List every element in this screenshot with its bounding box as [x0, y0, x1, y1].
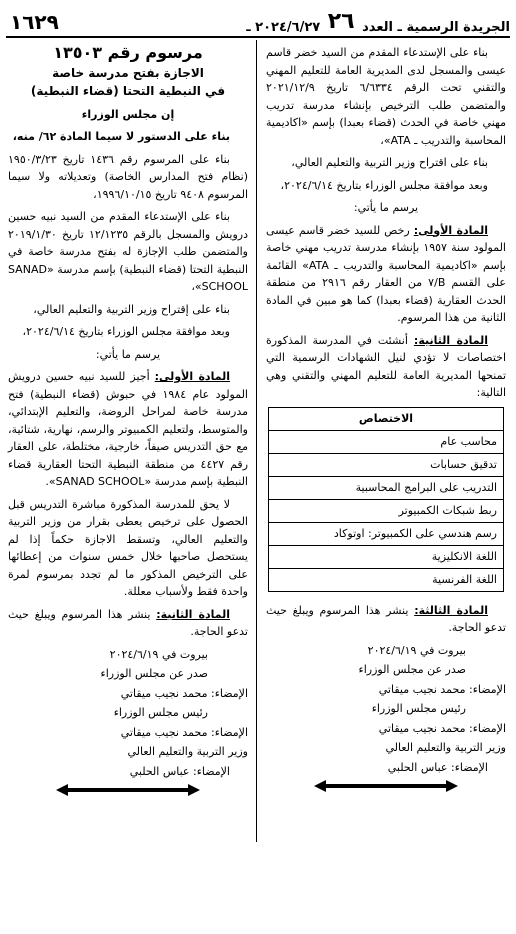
table-row: محاسب عام: [269, 430, 504, 453]
right-article-3: [266, 602, 506, 637]
article-text: ينشر هذا المرسوم ويبلغ حيث تدعو الحاجة.: [266, 603, 506, 634]
left-proposal: بناء على إقتراح وزير التربية والتعليم العالي،: [33, 302, 230, 316]
decree-title: مرسوم رقم ١٣٥٠٣: [53, 43, 203, 62]
article-label: المادة الثانية:: [156, 607, 230, 621]
article-text: أنشئت في المدرسة المذكورة اختصاصات لا تؤدي لنيل الشهادات الرسمية التي تمنحها المديرية العامة للتعليم المهني والتقني وهي التالية:: [266, 333, 506, 399]
council-heading: إن مجلس الوزراء: [81, 107, 175, 121]
signature: الإمضاء: محمد نجيب ميقاتي: [378, 721, 506, 735]
article-label: المادة الأولى:: [154, 370, 230, 383]
left-condition: لا يحق للمدرسة المذكورة مباشرة التدريس قبل الحصول على ترخيص يعطى بقرار من وزير التربية والتعليم العالي، وتسقط الاجازة حكماً إذا لم يستحصل صاحبها خلال خمس سنوات من إعطائها على الترخيص المذكور ما لم تجدد بمرسوم لمرة واحدة فقط ولأسباب معللة.: [8, 497, 248, 598]
minister-title: وزير التربية والتعليم العالي: [127, 745, 248, 758]
pm-title: رئيس مجلس الوزراء: [371, 702, 466, 715]
issue-number: ٢٦: [327, 9, 355, 34]
header-title: [246, 9, 510, 37]
right-column: [266, 44, 506, 790]
table-row: اللغة الانكليزية: [269, 545, 504, 568]
page-header: [6, 6, 510, 34]
right-intro: بناء على الإستدعاء المقدم من السيد خضر قاسم عيسى والمسجل لدى المديرية العامة للتعليم المهني والتقني تحت الرقم ٦/٦٣٣٤ تاريخ ٢٠٢١/١٢/٩ والمتضمن طلب الترخيص بإنشاء مدرسة تدريب مهني خاصة في الحدث (قضاء بعبدا) بإسم «اكاديمية المحاسبة والتدريب ـ ATA»،: [266, 46, 506, 147]
header-rule: [6, 36, 510, 38]
specialties-table: [268, 407, 504, 592]
decree-basis: بناء على المرسوم رقم ١٤٣٦ تاريخ ١٩٥٠/٣/٢٣ (نظام فتح المدارس الخاصة) وتعديلاته ولا سيما المرسوم ٩٤٠٨ تاريخ ١٩٩٦/١٠/١٥،: [8, 152, 248, 201]
constitution-clause: بناء على الدستور لا سيما المادة ٦٢/ منه،: [12, 130, 230, 143]
article-label: المادة الثانية:: [413, 333, 488, 347]
right-article-1: [266, 222, 506, 327]
signature: الإمضاء: محمد نجيب ميقاتي: [120, 725, 248, 739]
article-text: رخص للسيد خضر قاسم عيسى المولود سنة ١٩٥٧ بإنشاء مدرسة تدريب مهني خاصة بإسم «اكاديمية المحاسبة والتدريب ـ ATA» القائمة على القسم B/٧ من العقار رقم ٢٩١٦ من منطقة الحدث العقارية (قضاء بعبدا) كما هو مبين في المادة الثانية من هذا المرسوم.: [266, 223, 506, 324]
right-decrees: يرسم ما يأتي:: [353, 201, 419, 214]
column-divider: [256, 40, 257, 842]
table-row: رسم هندسي على الكمبيوتر: اوتوكاد: [269, 522, 504, 545]
pm-title: رئيس مجلس الوزراء: [113, 706, 208, 719]
table-header: الاختصاص: [269, 407, 504, 430]
end-ornament: [8, 786, 248, 794]
issued-by: صدر عن مجلس الوزراء: [100, 667, 208, 680]
table-row: اللغة الفرنسية: [269, 568, 504, 591]
left-approval: وبعد موافقة مجلس الوزراء بتاريخ ٢٠٢٤/٦/١٤،: [22, 325, 230, 338]
decree-subject: في النبطية التحتا (قضاء النبطية): [30, 83, 226, 98]
minister-title: وزير التربية والتعليم العالي: [385, 741, 506, 754]
left-article-2: [8, 606, 248, 641]
page-number: ١٦٢٩: [10, 10, 59, 34]
article-text: ينشر هذا المرسوم ويبلغ حيث تدعو الحاجة.: [8, 607, 248, 638]
signature: الإمضاء: محمد نجيب ميقاتي: [120, 686, 248, 700]
signature: الإمضاء: عباس الحلبي: [129, 764, 230, 778]
article-label: المادة الأولى:: [413, 223, 488, 237]
left-decrees: يرسم ما يأتي:: [95, 347, 161, 361]
table-row: تدقيق حسابات: [269, 453, 504, 476]
article-label: المادة الثالثة:: [414, 603, 488, 617]
publication-name: الجريدة الرسمية ـ العدد: [362, 20, 510, 35]
right-approval: وبعد موافقة مجلس الوزراء بتاريخ ٢٠٢٤/٦/١٤،: [280, 178, 488, 192]
place-date: بيروت في ٢٠٢٤/٦/١٩: [109, 647, 208, 661]
signature: الإمضاء: محمد نجيب ميقاتي: [378, 682, 506, 696]
issued-by: صدر عن مجلس الوزراء: [358, 663, 466, 676]
right-proposal: بناء على اقتراح وزير التربية والتعليم العالي،: [291, 156, 488, 169]
left-intro: بناء على الإستدعاء المقدم من السيد نبيه حسين درويش والمسجل بالرقم ١٢/١٢٣٥ تاريخ ٢٠١٩/١/٣٠ والمتضمن طلب الإجازة له بفتح مدرسة خاصة في النبطية التحتا (قضاء النبطية) بإسم مدرسة «SANAD SCHOOL»،: [8, 210, 248, 293]
table-row: التدريب على البرامج المحاسبية: [269, 476, 504, 499]
end-ornament: [266, 782, 506, 790]
article-text: أجيز للسيد نبيه حسين درويش المولود عام ١٩٨٤ في حبوش (قضاء النبطية) فتح مدرسة خاصة لمراحل الروضة، والتعليم الإبتدائي، والمتوسط، ولتعليم الكمبيوتر والرسم، نهارية، شتائية، مع حق التدريس صيفاً، خارجية، مختلطة، على العقار رقم ٤٤٢٧ من منطقة النبطية التحتا العقارية قضاء النبطية بإسم مدرسة «SANAD SCHOOL».: [8, 370, 249, 488]
place-date: بيروت في ٢٠٢٤/٦/١٩: [367, 643, 466, 657]
signature: الإمضاء: عباس الحلبي: [387, 760, 488, 774]
left-article-1: [8, 368, 248, 491]
decree-subject: الاجازة بفتح مدرسة خاصة: [52, 65, 204, 80]
left-column: [8, 44, 248, 794]
table-row: ربط شبكات الكمبيوتر: [269, 499, 504, 522]
right-article-2: [266, 332, 506, 402]
issue-date: ٢٠٢٤/٦/٢٧ ـ: [246, 20, 321, 35]
